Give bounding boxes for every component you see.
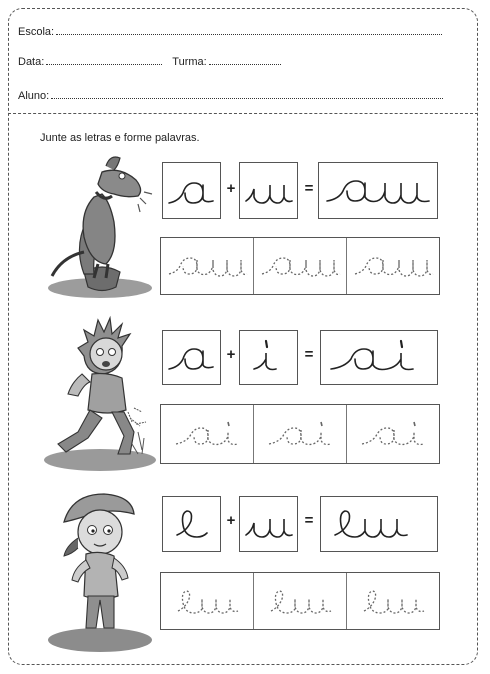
school-line — [18, 26, 442, 38]
letter-box-e — [162, 496, 221, 552]
result-box-au — [318, 162, 438, 219]
dog-illustration — [44, 152, 156, 302]
letter-box-i — [239, 330, 298, 385]
letter-box-a — [162, 162, 221, 219]
trace-cell[interactable] — [161, 238, 254, 294]
worksheet-header — [8, 8, 478, 112]
trace-cell[interactable] — [254, 405, 347, 463]
date-label: Data: — [18, 56, 45, 68]
plus-sign: + — [226, 512, 236, 529]
student-label: Aluno: — [18, 90, 50, 102]
letter-box-u — [239, 162, 298, 219]
instruction-text: Junte as letras e forme palavras. — [40, 132, 200, 144]
trace-cell[interactable] — [161, 573, 254, 629]
practice-row-ai — [160, 404, 440, 464]
letter-box-a — [162, 330, 221, 385]
practice-row-au — [160, 237, 440, 295]
result-box-eu — [320, 496, 438, 552]
header-separator — [8, 113, 478, 114]
boy-cap-illustration — [42, 488, 152, 658]
equals-sign: = — [304, 346, 314, 363]
student-field[interactable] — [51, 97, 443, 99]
class-label: Turma: — [172, 56, 207, 68]
trace-cell[interactable] — [254, 573, 347, 629]
trace-cell[interactable] — [161, 405, 254, 463]
date-line — [18, 56, 281, 68]
school-field[interactable] — [56, 33, 442, 35]
date-field[interactable] — [46, 63, 162, 65]
plus-sign: + — [226, 180, 236, 197]
letter-box-u — [239, 496, 298, 552]
trace-cell[interactable] — [347, 238, 439, 294]
boy-thorns-illustration — [38, 312, 158, 474]
trace-cell[interactable] — [347, 573, 439, 629]
equals-sign: = — [304, 180, 314, 197]
equals-sign: = — [304, 512, 314, 529]
school-label: Escola: — [18, 26, 55, 38]
result-box-ai — [320, 330, 438, 385]
practice-row-eu — [160, 572, 440, 630]
student-line — [18, 90, 443, 102]
trace-cell[interactable] — [254, 238, 347, 294]
plus-sign: + — [226, 346, 236, 363]
class-field[interactable] — [209, 63, 281, 65]
trace-cell[interactable] — [347, 405, 439, 463]
